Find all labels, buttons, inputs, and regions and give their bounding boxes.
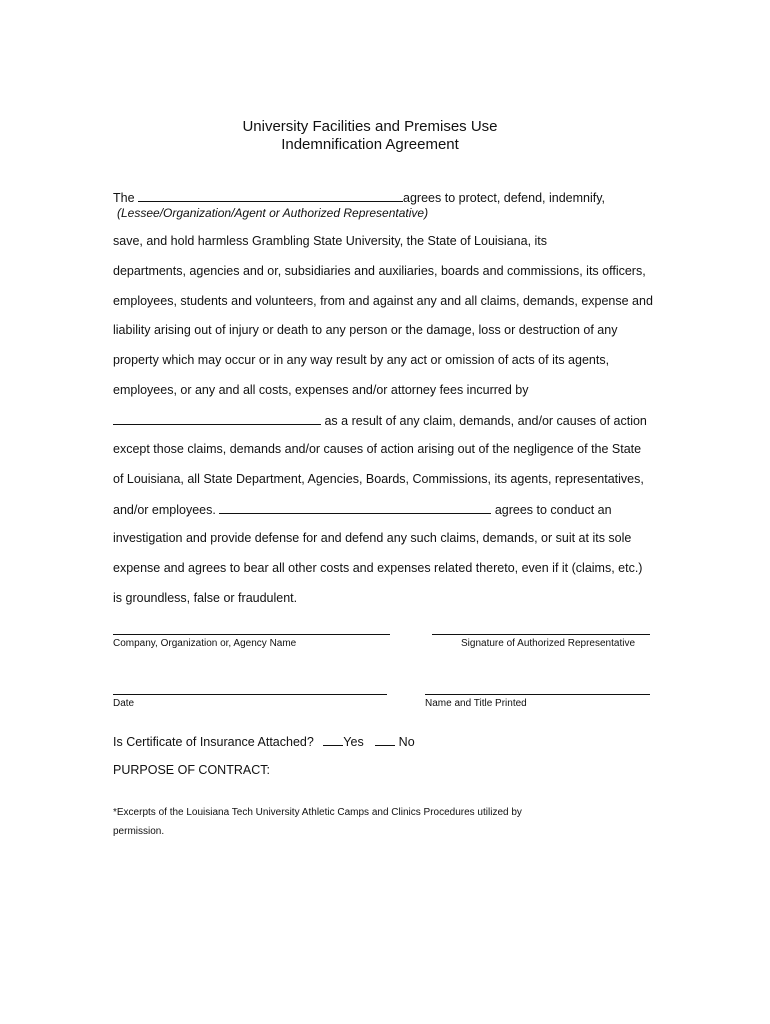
- employees-line: [113, 501, 612, 517]
- paragraph-line: employees, or any and all costs, expenses and/or attorney fees incurred by: [113, 383, 529, 397]
- signature-line[interactable]: [432, 634, 650, 635]
- insurance-question: Is Certificate of Insurance Attached?: [113, 735, 314, 749]
- paragraph-line: of Louisiana, all State Department, Agencies, Boards, Commissions, its agents, representatives,: [113, 472, 644, 486]
- name-title-line[interactable]: [425, 694, 650, 695]
- company-name-label: Company, Organization or, Agency Name: [113, 638, 297, 649]
- lessee-line: [113, 189, 605, 205]
- insurance-question-row: [113, 733, 415, 749]
- yes-blank[interactable]: [323, 733, 343, 746]
- lessee-name-blank[interactable]: [138, 189, 403, 202]
- lessee-line-suffix: agrees to protect, defend, indemnify,: [403, 191, 606, 205]
- result-line: [113, 412, 647, 428]
- name-title-label: Name and Title Printed: [425, 698, 527, 709]
- no-blank[interactable]: [375, 733, 395, 746]
- paragraph-line: expense and agrees to bear all other costs and expenses related thereto, even if it (claims, etc.): [113, 561, 643, 575]
- paragraph-line: employees, students and volunteers, from and against any and all claims, demands, expense and: [113, 294, 653, 308]
- company-name-line[interactable]: [113, 634, 390, 635]
- date-line[interactable]: [113, 694, 387, 695]
- purpose-label: PURPOSE OF CONTRACT:: [113, 763, 270, 777]
- result-line-suffix: as a result of any claim, demands, and/or causes of action: [324, 414, 647, 428]
- paragraph-line: save, and hold harmless Grambling State University, the State of Louisiana, its: [113, 234, 548, 248]
- lessee-caption: (Lessee/Organization/Agent or Authorized Representative): [117, 206, 429, 220]
- yes-label: Yes: [343, 735, 364, 749]
- paragraph-line: is groundless, false or fraudulent.: [113, 591, 298, 605]
- defending-party-blank[interactable]: [219, 501, 491, 514]
- employees-line-suffix: agrees to conduct an: [494, 503, 612, 517]
- title-line-2: Indemnification Agreement: [281, 136, 459, 153]
- paragraph-line: investigation and provide defense for and defend any such claims, demands, or suit at its sole: [113, 531, 632, 545]
- paragraph-line: property which may occur or in any way result by any act or omission of acts of its agents,: [113, 353, 610, 367]
- no-label: No: [398, 735, 415, 749]
- title-line-1: University Facilities and Premises Use: [242, 118, 498, 135]
- employees-line-prefix: and/or employees.: [113, 503, 216, 517]
- lessee-line-prefix: The: [113, 191, 135, 205]
- incurred-by-blank[interactable]: [113, 412, 321, 425]
- footnote-line-1: *Excerpts of the Louisiana Tech University Athletic Camps and Clinics Procedures utilized by: [113, 807, 522, 818]
- date-label: Date: [113, 698, 135, 709]
- paragraph-line: except those claims, demands and/or causes of action arising out of the negligence of the State: [113, 442, 642, 456]
- paragraph-line: liability arising out of injury or death to any person or the damage, loss or destruction of any: [113, 323, 618, 337]
- footnote-line-2: permission.: [113, 826, 165, 837]
- paragraph-line: departments, agencies and or, subsidiaries and auxiliaries, boards and commissions, its officers,: [113, 264, 646, 278]
- signature-label: Signature of Authorized Representative: [461, 638, 635, 649]
